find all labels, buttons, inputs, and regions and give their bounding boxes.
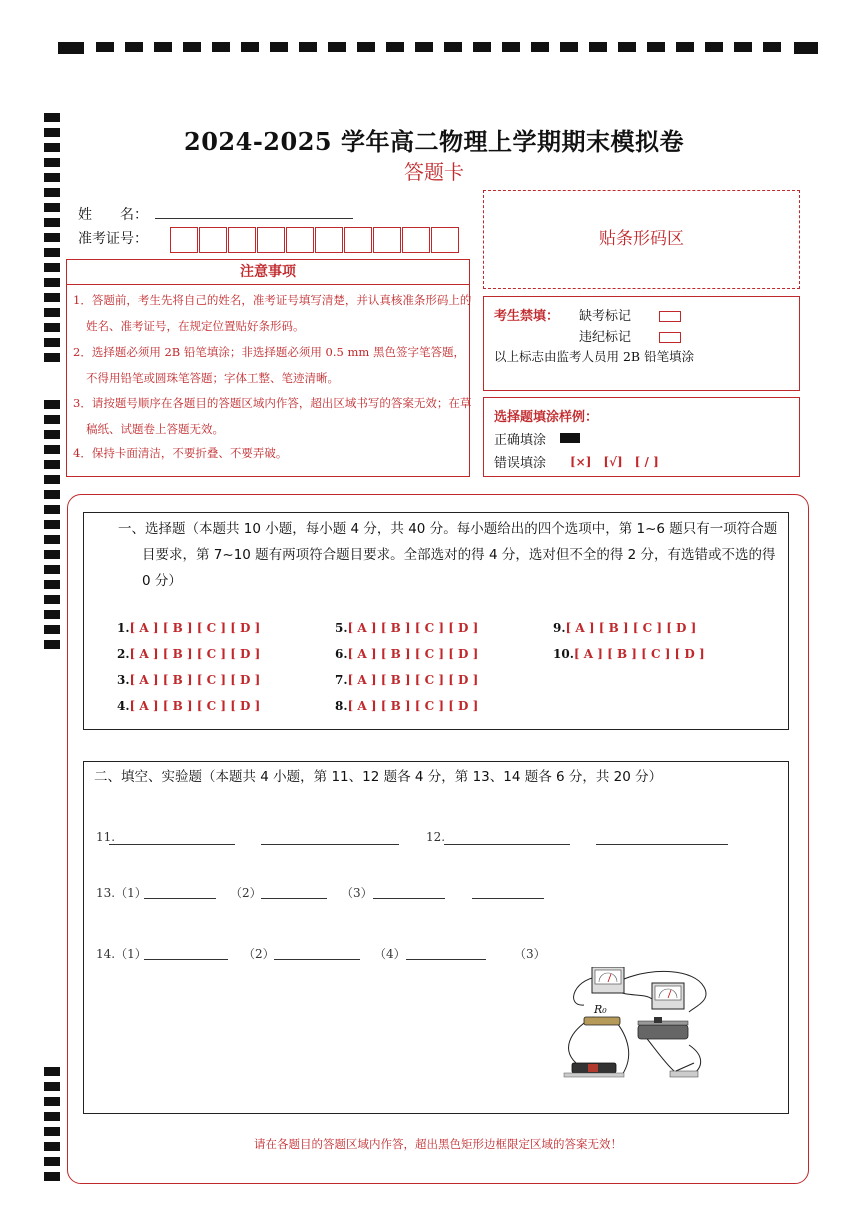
examiner-note: 以上标志由监考人员用 2B 铅笔填涂 xyxy=(494,349,695,364)
timing-mark xyxy=(44,1082,60,1091)
part-1: （1） xyxy=(115,947,147,961)
forbidden-label: 考生禁填： xyxy=(494,309,560,324)
options[interactable]: [ A ] [ B ] [ C ] [ D ] xyxy=(347,621,479,635)
timing-mark xyxy=(44,323,60,332)
timing-mark xyxy=(44,1172,60,1181)
q12-label: 12. xyxy=(426,830,446,844)
circuit-diagram-icon[interactable] xyxy=(554,967,714,1085)
timing-mark xyxy=(44,610,60,619)
question-8[interactable] xyxy=(335,699,478,713)
q13-blank-4[interactable] xyxy=(472,898,544,899)
timing-mark xyxy=(44,1097,60,1106)
absent-mark[interactable] xyxy=(579,305,681,324)
q14-blank-2[interactable] xyxy=(274,959,360,960)
notice-box xyxy=(66,259,470,477)
timing-mark xyxy=(44,263,60,272)
q13-blank-2[interactable] xyxy=(261,898,327,899)
violation-mark[interactable] xyxy=(579,326,681,345)
timing-mark xyxy=(44,1142,60,1151)
timing-mark xyxy=(44,460,60,469)
wrong-marks: [×] [√] [ / ] xyxy=(570,455,659,469)
timing-mark xyxy=(44,1157,60,1166)
timing-mark xyxy=(44,415,60,424)
timing-mark xyxy=(44,640,60,649)
r0-label: R₀ xyxy=(594,1003,607,1016)
timing-mark xyxy=(44,430,60,439)
notice-item-4: 4．保持卡面清洁，不要折叠、不要弄破。 xyxy=(73,446,288,460)
options[interactable]: [ A ] [ B ] [ C ] [ D ] xyxy=(347,699,479,713)
q14-part-3: （3） xyxy=(514,947,546,961)
timing-mark xyxy=(44,535,60,544)
options[interactable]: [ A ] [ B ] [ C ] [ D ] xyxy=(129,673,261,687)
timing-mark xyxy=(44,550,60,559)
q11-blank-2[interactable] xyxy=(261,844,399,845)
question-number: 7. xyxy=(335,673,348,687)
timing-mark xyxy=(44,218,60,227)
absent-label: 缺考标记 xyxy=(579,309,632,324)
section-fill-title: 二、填空、实验题（本题共 4 小题，第 11、12 题各 4 分，第 13、14 题各 6 分，共 20 分） xyxy=(94,769,663,785)
correct-sample-label: 正确填涂 xyxy=(494,433,547,448)
options[interactable]: [ A ] [ B ] [ C ] [ D ] xyxy=(129,621,261,635)
timing-mark xyxy=(44,293,60,302)
timing-mark xyxy=(44,278,60,287)
timing-mark xyxy=(44,475,60,484)
q13-blank-1[interactable] xyxy=(144,898,216,899)
timing-mark xyxy=(44,505,60,514)
q14-blank-1[interactable] xyxy=(144,959,228,960)
timing-mark xyxy=(44,1067,60,1076)
q11-label: 11. xyxy=(96,830,116,844)
timing-mark xyxy=(44,308,60,317)
question-number: 4. xyxy=(117,699,130,713)
section-choice-title-text: 一、选择题（本题共 10 小题，每小题 4 分，共 40 分。每小题给出的四个选项中，第 1~6 题只有一项符合题目要求，第 7~10 题有两项符合题目要求。全部选对的得 4 分，选对但不全的得 2 分，有选错或不选的得 0 分） xyxy=(118,521,778,589)
timing-mark xyxy=(44,565,60,574)
question-number: 1. xyxy=(117,621,130,635)
page-subtitle: 答题卡 xyxy=(404,160,464,184)
timing-mark xyxy=(44,1112,60,1121)
exam-id-label: 准考证号： xyxy=(78,231,148,247)
question-number: 8. xyxy=(335,699,348,713)
sample-label: 选择题填涂样例： xyxy=(494,410,599,425)
timing-mark xyxy=(44,248,60,257)
filled-bubble-icon xyxy=(560,433,580,443)
question-10[interactable] xyxy=(553,647,705,661)
timing-mark xyxy=(44,203,60,212)
question-number: 6. xyxy=(335,647,348,661)
timing-mark xyxy=(44,353,60,362)
violation-label: 违纪标记 xyxy=(579,330,632,345)
wrong-sample-label: 错误填涂 xyxy=(494,456,547,471)
timing-mark xyxy=(44,338,60,347)
q13-num: 13. xyxy=(96,886,116,900)
notice-item-1: 1．答题前，考生先将自己的姓名，准考证号填写清楚，并认真核准条形码上的姓名、准考证号，在规定位置贴好条形码。 xyxy=(73,293,472,333)
q14-label xyxy=(96,945,147,962)
section-choice xyxy=(83,512,789,730)
section-fill xyxy=(83,761,789,1114)
question-3[interactable] xyxy=(117,673,260,687)
footer-note: 请在各题目的答题区域内作答，超出黑色矩形边框限定区域的答案无效！ xyxy=(254,1137,622,1151)
options[interactable]: [ A ] [ B ] [ C ] [ D ] xyxy=(565,621,697,635)
q13-part-2: （2） xyxy=(230,886,262,900)
barcode-area[interactable]: 贴条形码区 xyxy=(483,190,800,289)
timing-mark xyxy=(44,595,60,604)
examiner-mark-box xyxy=(483,296,800,391)
options[interactable]: [ A ] [ B ] [ C ] [ D ] xyxy=(347,647,479,661)
timing-mark xyxy=(44,520,60,529)
q14-part-2: （2） xyxy=(243,947,275,961)
question-6[interactable] xyxy=(335,647,478,661)
q14-blank-4[interactable] xyxy=(406,959,486,960)
timing-mark xyxy=(44,188,60,197)
question-number: 10. xyxy=(553,647,574,661)
timing-mark xyxy=(44,113,60,122)
violation-checkbox[interactable] xyxy=(659,332,681,343)
q13-label xyxy=(96,884,147,901)
timing-mark xyxy=(44,625,60,634)
q14-num: 14. xyxy=(96,947,116,961)
section-choice-title xyxy=(94,516,782,594)
q14-part-4: （4） xyxy=(374,947,406,961)
question-number: 9. xyxy=(553,621,566,635)
options[interactable]: [ A ] [ B ] [ C ] [ D ] xyxy=(573,647,705,661)
question-number: 5. xyxy=(335,621,348,635)
question-2[interactable] xyxy=(117,647,260,661)
part-1: （1） xyxy=(115,886,147,900)
q13-blank-3[interactable] xyxy=(373,898,445,899)
notice-item-3: 3．请按题号顺序在各题目的答题区域内作答，超出区域书写的答案无效；在草稿纸、试题卷上答题无效。 xyxy=(73,396,472,436)
q13-part-3: （3） xyxy=(341,886,373,900)
page-title: 2024-2025 学年高二物理上学期期末模拟卷 xyxy=(184,127,684,156)
sample-box xyxy=(483,397,800,477)
timing-mark xyxy=(44,400,60,409)
q11-blank-1[interactable] xyxy=(109,844,235,845)
timing-mark xyxy=(44,233,60,242)
timing-mark xyxy=(44,445,60,454)
options[interactable]: [ A ] [ B ] [ C ] [ D ] xyxy=(129,699,261,713)
question-4[interactable] xyxy=(117,699,260,713)
options[interactable]: [ A ] [ B ] [ C ] [ D ] xyxy=(347,673,479,687)
timing-mark xyxy=(44,580,60,589)
options[interactable]: [ A ] [ B ] [ C ] [ D ] xyxy=(129,647,261,661)
notice-item-2: 2．选择题必须用 2B 铅笔填涂；非选择题必须用 0.5 mm 黑色签字笔答题，不得用铅笔或圆珠笔答题；字体工整、笔迹清晰。 xyxy=(73,345,465,385)
question-number: 3. xyxy=(117,673,130,687)
timing-mark xyxy=(44,1127,60,1136)
name-label: 姓 名： xyxy=(78,207,148,223)
notice-heading: 注意事项 xyxy=(67,260,469,285)
absent-checkbox[interactable] xyxy=(659,311,681,322)
name-field[interactable] xyxy=(155,218,353,219)
q12-blank-1[interactable] xyxy=(444,844,570,845)
question-7[interactable] xyxy=(335,673,478,687)
question-9[interactable] xyxy=(553,621,696,635)
question-1[interactable] xyxy=(117,621,260,635)
timing-mark xyxy=(44,490,60,499)
q12-blank-2[interactable] xyxy=(596,844,728,845)
question-number: 2. xyxy=(117,647,130,661)
question-5[interactable] xyxy=(335,621,478,635)
